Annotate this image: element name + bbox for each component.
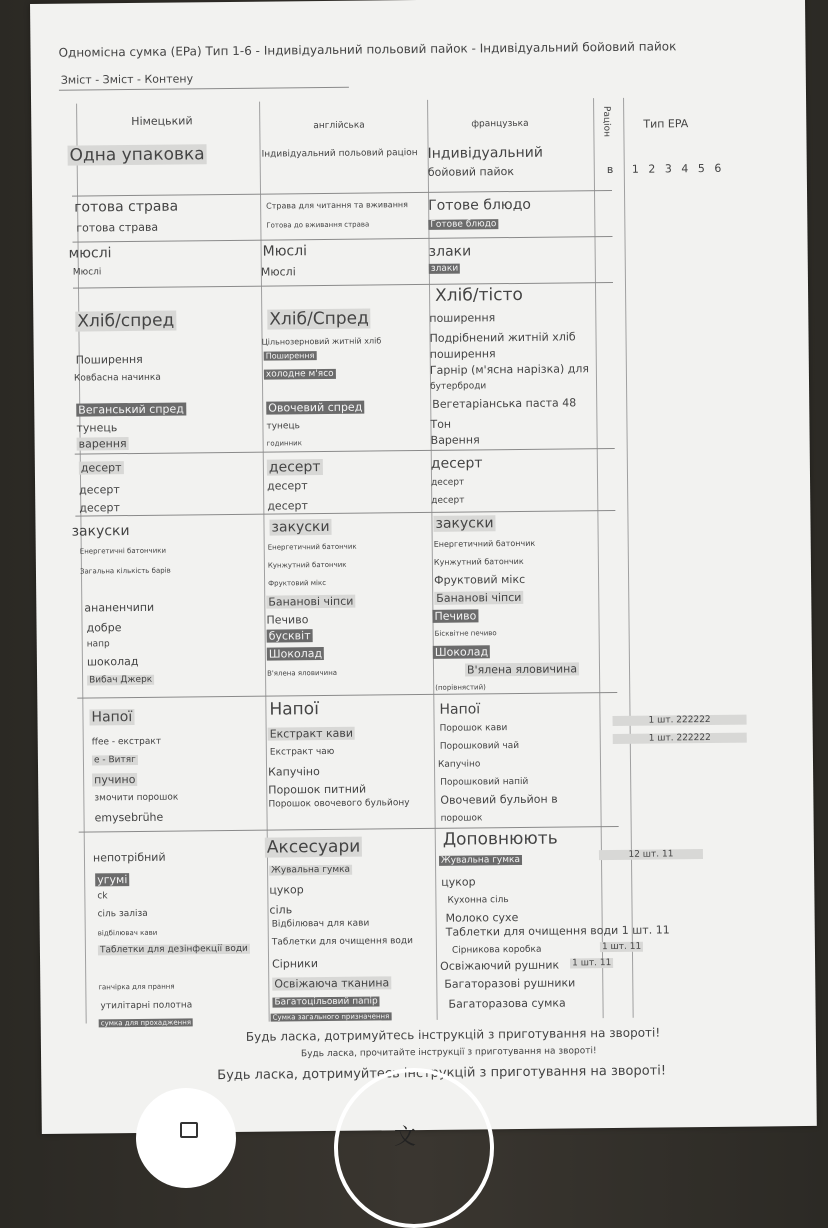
- en-item: Мюслі: [262, 243, 308, 260]
- divider: [72, 190, 612, 197]
- en-item: Аксесуари: [266, 836, 361, 858]
- de-item: закуски: [71, 523, 130, 540]
- de-item: Поширення: [75, 352, 143, 367]
- fr-item: Готове блюдо: [428, 196, 532, 214]
- fr-item: В'ялена яловичина: [466, 662, 578, 677]
- de-item: утилітарні полотна: [100, 1000, 193, 1012]
- fr-item: Фруктовий мікс: [434, 572, 526, 587]
- capture-button[interactable]: [334, 1068, 494, 1228]
- divider: [73, 282, 613, 289]
- en-item: бусквіт: [268, 629, 311, 643]
- de-item: варення: [78, 437, 127, 451]
- qty-label: 1 шт. 222222: [613, 733, 747, 744]
- en-item: холодне м'ясо: [265, 368, 334, 380]
- en-item: Бананові чіпси: [268, 594, 354, 609]
- en-item: Цільнозерновий житній хліб: [261, 336, 382, 347]
- de-item: змочити порошок: [94, 792, 179, 804]
- en-item: годинник: [266, 439, 302, 448]
- fr-item: Енергетичний батончик: [433, 538, 536, 549]
- fr-item: Варення: [430, 433, 480, 447]
- en-item: Багатоцільовий папір: [274, 996, 378, 1008]
- en-item: Сумка загального призначення: [272, 1012, 390, 1022]
- fr-item: Порошковий чай: [439, 740, 520, 752]
- en-item: Екстракт чаю: [269, 746, 335, 758]
- fr-item: Освіжаючий рушник: [440, 958, 560, 973]
- en-item: Готова до вживання страва: [266, 220, 370, 230]
- en-item: Сірники: [272, 957, 319, 971]
- de-item: ffee - екстракт: [91, 736, 162, 748]
- de-item: угумі: [97, 873, 128, 887]
- divider: [59, 87, 349, 91]
- en-item: десерт: [268, 459, 321, 476]
- en-item: Капучіно: [268, 765, 320, 779]
- document-icon: [180, 1122, 198, 1138]
- document-page: [30, 0, 817, 1134]
- qty-label: 1 шт. 11: [572, 958, 612, 969]
- fr-item: закуски: [435, 515, 494, 532]
- en-item: В'ялена яловичина: [267, 668, 338, 678]
- de-item: готова страва: [76, 220, 159, 235]
- fr-item: поширення: [429, 347, 496, 361]
- de-item: Мюслі: [72, 267, 102, 278]
- de-item: Енергетичні батончики: [79, 546, 167, 556]
- en-item: Жувальна гумка: [271, 864, 351, 876]
- de-item: готова страва: [74, 198, 179, 216]
- fr-item: Подрібнений житній хліб: [429, 330, 576, 345]
- qty-label: 12 шт. 11: [599, 849, 703, 860]
- de-item: пучино: [94, 772, 136, 787]
- de-item: Ковбасна начинка: [73, 372, 161, 384]
- de-item: Таблетки для дезінфекції води: [99, 943, 248, 956]
- qty-label: 1 шт. 11: [601, 941, 642, 953]
- grid-line: [623, 98, 634, 1018]
- en-item: Печиво: [266, 613, 309, 627]
- fr-item: бутерброди: [429, 381, 487, 392]
- de-item: тунець: [76, 421, 118, 435]
- fr-item: десерт: [430, 455, 483, 472]
- fr-item: Жувальна гумка: [440, 854, 521, 866]
- de-item: напр: [86, 639, 110, 650]
- divider: [75, 510, 615, 517]
- en-item: Відбілювач для кави: [271, 918, 370, 930]
- de-item: ck: [97, 891, 108, 902]
- en-item: Кунжутний батончик: [267, 560, 347, 570]
- fr-item: Хліб/тісто: [434, 284, 523, 306]
- ration-grid: [30, 0, 805, 4]
- left-action-button[interactable]: [136, 1088, 236, 1188]
- de-item: е - Витяг: [93, 754, 136, 766]
- de-item: emysebrühe: [94, 810, 164, 825]
- en-item: закуски: [271, 518, 330, 536]
- de-item: відбілювач кави: [97, 928, 158, 938]
- en-item: Індивідуальний польовий раціон: [261, 148, 418, 160]
- en-item: Фруктовий мікс: [268, 578, 327, 588]
- fr-item: десерт: [431, 477, 465, 488]
- fr-item: Порошок кави: [439, 723, 508, 734]
- divider: [75, 448, 615, 455]
- fr-item: Індивідуальний: [427, 144, 543, 162]
- fr-item: поширення: [429, 311, 496, 325]
- fr-item: десерт: [431, 495, 465, 506]
- fr-item: Таблетки для очищення води 1 шт. 11: [445, 923, 670, 939]
- fr-item: Бісквітне печиво: [434, 629, 497, 638]
- en-item: десерт: [267, 499, 308, 513]
- document-title: Одномісна сумка (EPa) Тип 1-6 - Індивідуальний польовий пайок - Індивідуальний бойовий пайок: [58, 39, 677, 60]
- de-item: шоколад: [86, 654, 139, 669]
- de-item: Веганський спред: [78, 402, 184, 417]
- en-item: цукор: [269, 883, 304, 897]
- de-item: Загальна кількість барів: [79, 566, 171, 576]
- column-header-type: Тип EPA: [643, 117, 689, 131]
- fr-item: Сірникова коробка: [451, 944, 542, 956]
- de-item: сумка для прохадження: [100, 1018, 192, 1028]
- en-item: Хліб/Спред: [269, 308, 369, 330]
- de-item: Хліб/спред: [77, 310, 175, 332]
- de-item: мюслі: [68, 245, 112, 262]
- fr-item: Багаторазова сумка: [448, 996, 566, 1011]
- en-item: Освіжаюча тканина: [274, 976, 390, 991]
- de-item: Вибач Джерк: [89, 674, 153, 686]
- de-item: ананенчипи: [84, 600, 155, 615]
- en-item: Порошок овочевого бульйону: [268, 798, 410, 810]
- en-item: Мюслі: [260, 265, 296, 279]
- column-header-fr: французька: [471, 118, 529, 130]
- en-item: сіль: [269, 903, 293, 917]
- fr-item: Печиво: [434, 609, 477, 623]
- en-item: Поширення: [265, 351, 315, 361]
- fr-item: Напої: [439, 701, 481, 718]
- en-item: Овочевий спред: [268, 400, 363, 415]
- en-item: Таблетки для очищення води: [271, 936, 414, 948]
- document-subtitle: Зміст - Зміст - Контену: [60, 72, 194, 87]
- en-item: Екстракт кави: [269, 726, 354, 741]
- footer-line-1: Будь ласка, дотримуйтесь інструкцій з приготування на звороті!: [245, 1025, 661, 1044]
- fr-item: Гарнір (м'ясна нарізка) для: [429, 362, 590, 377]
- qty-label: 1 шт. 222222: [613, 715, 747, 726]
- fr-item: Багаторазові рушники: [444, 976, 576, 991]
- de-item: ганчірка для прання: [98, 982, 175, 992]
- footer-line-2: Будь ласка, прочитайте інструкції з приготування на звороті!: [300, 1046, 597, 1060]
- de-item: добре: [86, 621, 122, 635]
- fr-item: Молоко сухе: [445, 910, 519, 925]
- en-item: Шоколад: [268, 647, 323, 661]
- fr-item: порошок: [440, 813, 483, 824]
- fr-item: Капучіно: [437, 759, 481, 770]
- de-item: Напої: [91, 709, 133, 726]
- footer-line-3: Будь ласка, дотримуйтесь інструкцій з приготування на звороті!: [217, 1063, 667, 1084]
- fr-item: Бананові чіпси: [436, 590, 522, 605]
- fr-item: Шоколад: [434, 645, 489, 659]
- divider: [77, 692, 617, 699]
- de-item: непотрібний: [92, 850, 166, 865]
- de-item: десерт: [80, 461, 122, 475]
- fr-item: Доповнюють: [442, 828, 558, 850]
- column-header-de: Німецький: [131, 114, 193, 129]
- fr-item: (порівнястий): [435, 683, 486, 692]
- en-item: Напої: [269, 699, 319, 720]
- fr-item: цукор: [441, 875, 476, 889]
- type-numbers: 1 2 3 4 5 6: [631, 161, 722, 176]
- fr-item: Кунжутний батончик: [433, 556, 524, 567]
- column-header-ration: Раціон: [601, 105, 612, 138]
- fr-item: Тон: [430, 417, 452, 431]
- de-item: Одна упаковка: [69, 144, 205, 166]
- translate-icon: 文: [394, 1125, 417, 1150]
- fr-item: злаки: [430, 263, 459, 274]
- divider: [73, 236, 613, 243]
- en-item: Страва для читання та вживання: [266, 200, 409, 211]
- fr-item: бойовий пайок: [427, 164, 515, 179]
- column-unit: в: [606, 162, 614, 177]
- de-item: десерт: [79, 501, 120, 515]
- fr-item: Готове блюдо: [430, 219, 497, 230]
- fr-item: Овочевий бульйон в: [440, 792, 558, 807]
- fr-item: злаки: [428, 243, 472, 260]
- de-item: сіль заліза: [97, 908, 148, 920]
- column-header-en: англійська: [313, 120, 365, 132]
- fr-item: Вегетаріанська паста 48: [432, 396, 577, 411]
- fr-item: Порошковий напій: [440, 776, 529, 788]
- en-item: десерт: [267, 479, 308, 493]
- en-item: тунець: [266, 421, 300, 432]
- fr-item: Кухонна сіль: [447, 895, 509, 906]
- en-item: Порошок питний: [268, 782, 367, 797]
- de-item: десерт: [79, 483, 120, 497]
- en-item: Енергетичний батончик: [267, 542, 357, 552]
